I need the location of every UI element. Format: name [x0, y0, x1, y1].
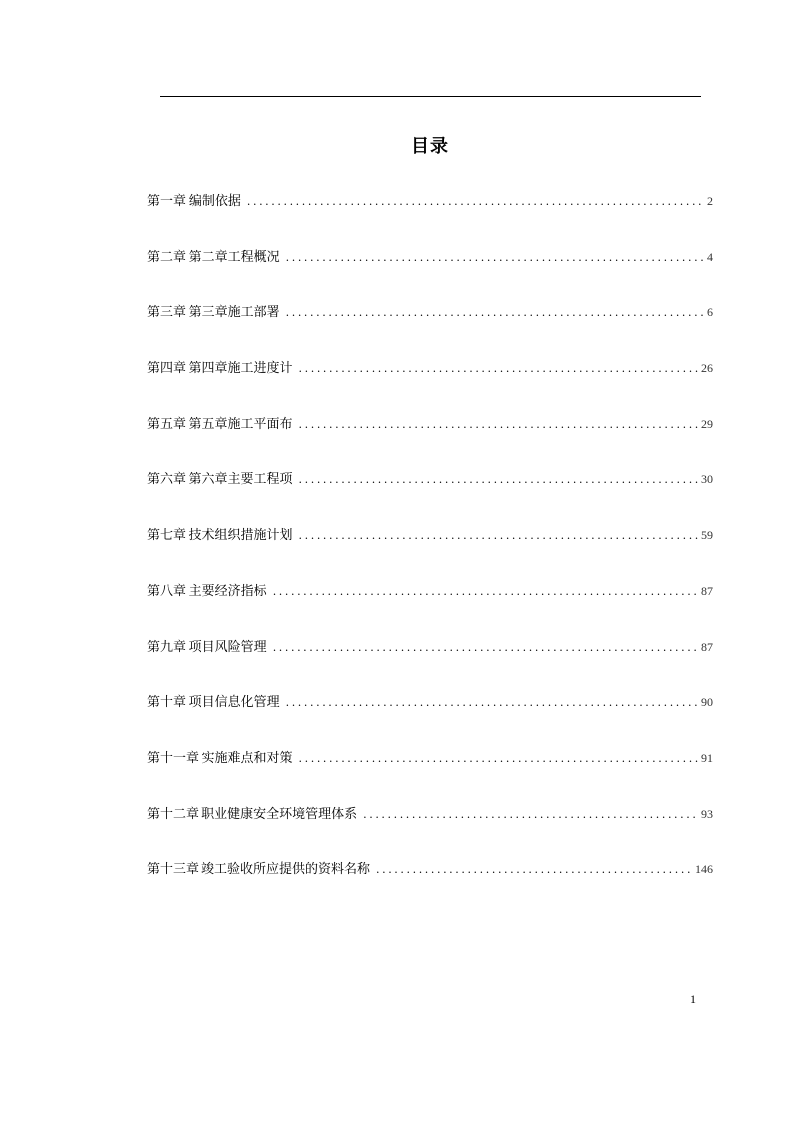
toc-chapter-title: 项目风险管理 [188, 639, 267, 655]
toc-chapter-number: 第六章 [147, 472, 187, 488]
toc-chapter-number: 第十章 [147, 695, 187, 711]
toc-chapter-title: 第六章主要工程项 [188, 472, 293, 488]
toc-chapter-number: 第二章 [147, 249, 187, 265]
toc-page-number: 29 [701, 416, 713, 431]
toc-chapter-title: 主要经济指标 [188, 583, 267, 599]
toc-chapter-title: 编制依据 [188, 194, 241, 209]
toc-entry[interactable] [147, 524, 713, 580]
toc-page-number: 59 [701, 528, 713, 543]
toc-chapter-title: 第四章施工进度计 [188, 361, 293, 377]
toc-entry[interactable] [147, 301, 713, 357]
toc-chapter-title: 实施难点和对策 [201, 750, 293, 766]
toc-page-number: 87 [701, 583, 713, 598]
toc-entry[interactable] [147, 747, 713, 803]
toc-dot-leader [286, 251, 705, 264]
toc-entry[interactable] [147, 190, 713, 246]
toc-chapter-number: 第四章 [147, 361, 187, 377]
toc-dot-leader [376, 863, 693, 876]
toc-dot-leader [247, 195, 705, 208]
table-of-contents [147, 190, 713, 914]
toc-entry[interactable] [147, 357, 713, 413]
toc-page-number: 30 [701, 472, 713, 487]
toc-chapter-title: 项目信息化管理 [188, 695, 280, 711]
toc-chapter-title: 职业健康安全环境管理体系 [201, 806, 358, 822]
toc-chapter-number: 第七章 [147, 528, 187, 544]
toc-dot-leader [286, 306, 705, 319]
toc-entry[interactable] [147, 580, 713, 636]
toc-dot-leader [299, 529, 699, 542]
toc-dot-leader [286, 696, 699, 709]
toc-chapter-title: 第三章施工部署 [188, 305, 280, 321]
toc-chapter-title: 第二章工程概况 [188, 249, 280, 265]
toc-page-number: 26 [701, 361, 713, 376]
toc-chapter-number: 第一章 [147, 194, 187, 209]
toc-dot-leader [299, 362, 699, 375]
toc-page-number: 90 [701, 695, 713, 710]
toc-entry[interactable] [147, 636, 713, 692]
toc-entry[interactable] [147, 803, 713, 859]
toc-entry[interactable] [147, 246, 713, 302]
toc-page-number: 146 [695, 862, 713, 877]
toc-chapter-number: 第三章 [147, 305, 187, 321]
page-title: 目录 [411, 136, 449, 157]
toc-entry[interactable] [147, 691, 713, 747]
toc-page-number: 91 [701, 750, 713, 765]
toc-chapter-number: 第十三章 [147, 862, 200, 878]
toc-page-number: 93 [701, 806, 713, 821]
toc-page-number: 87 [701, 639, 713, 654]
toc-entry[interactable] [147, 468, 713, 524]
toc-chapter-number: 第十二章 [147, 806, 200, 822]
toc-page-number: 2 [707, 194, 713, 208]
toc-dot-leader [299, 473, 699, 486]
toc-dot-leader [299, 752, 699, 765]
toc-chapter-number: 第九章 [147, 639, 187, 655]
page-number: 1 [690, 992, 696, 1006]
toc-chapter-title: 竣工验收所应提供的资料名称 [201, 862, 371, 878]
toc-entry[interactable] [147, 413, 713, 469]
toc-page-number: 4 [707, 249, 713, 264]
toc-chapter-number: 第八章 [147, 583, 187, 599]
toc-dot-leader [299, 418, 699, 431]
header-rule [160, 96, 701, 97]
toc-chapter-title: 技术组织措施计划 [188, 528, 293, 544]
toc-chapter-number: 第五章 [147, 416, 187, 432]
toc-chapter-number: 第十一章 [147, 750, 200, 766]
toc-entry[interactable] [147, 858, 713, 914]
toc-dot-leader [273, 585, 699, 598]
toc-dot-leader [273, 641, 699, 654]
toc-dot-leader [363, 808, 699, 821]
toc-page-number: 6 [707, 305, 713, 320]
toc-chapter-title: 第五章施工平面布 [188, 416, 293, 432]
